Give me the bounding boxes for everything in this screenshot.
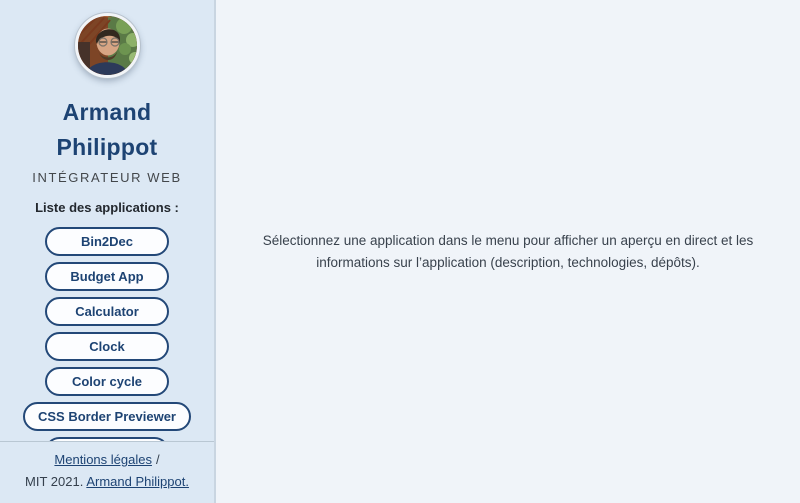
app-button-calculator[interactable]: Calculator bbox=[45, 297, 169, 326]
sidebar bbox=[0, 0, 216, 503]
empty-state-message: Sélectionnez une application dans le menu pour afficher un aperçu en direct et les informations sur l’application (description, technologies, dépôts). bbox=[262, 232, 754, 270]
apps-nav bbox=[0, 200, 214, 441]
app-button-clock[interactable]: Clock bbox=[45, 332, 169, 361]
avatar-photo-icon bbox=[78, 16, 137, 75]
footer-separator: / bbox=[155, 452, 160, 467]
site-title bbox=[0, 95, 214, 165]
sidebar-footer bbox=[0, 441, 214, 503]
legal-link[interactable]: Mentions légales bbox=[54, 452, 152, 467]
site-title-line2: Philippot bbox=[56, 134, 158, 160]
branding-link[interactable] bbox=[0, 0, 214, 186]
license-text: MIT 2021. bbox=[25, 474, 84, 489]
app-button-bin2dec[interactable]: Bin2Dec bbox=[45, 227, 169, 256]
license-line bbox=[0, 475, 214, 489]
site-subtitle: INTÉGRATEUR WEB bbox=[32, 170, 182, 185]
app-button-css-border-previewer[interactable]: CSS Border Previewer bbox=[23, 402, 191, 431]
avatar bbox=[75, 13, 140, 78]
app-button-color-cycle[interactable]: Color cycle bbox=[45, 367, 169, 396]
main-content bbox=[216, 0, 800, 503]
app-button-budget-app[interactable]: Budget App bbox=[45, 262, 169, 291]
site-title-line1: Armand bbox=[62, 99, 152, 125]
apps-list-label: Liste des applications : bbox=[35, 200, 179, 215]
apps-list bbox=[0, 227, 214, 441]
legal-line bbox=[0, 453, 214, 467]
author-link[interactable]: Armand Philippot. bbox=[86, 474, 189, 489]
